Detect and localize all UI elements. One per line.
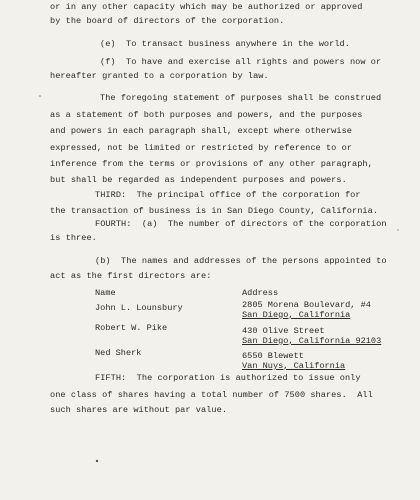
article-fifth-line-2: one class of shares having a total number of 7500 shares. All	[50, 390, 373, 400]
clause-f-line-2: hereafter granted to a corporation by law.	[50, 71, 269, 81]
article-fifth-line-1: FIFTH: The corporation is authorized to issue only	[95, 373, 361, 383]
clause-b-line-2: act as the first directors are:	[50, 271, 212, 281]
paragraph-line: and powers in each paragraph shall, except where otherwise	[50, 126, 353, 136]
director-address-line-1: 2805 Morena Boulevard, #4	[242, 300, 371, 310]
director-address-line-1: 430 Olive Street	[242, 326, 325, 336]
paragraph-line: but shall be regarded as independent purposes and powers.	[50, 175, 347, 185]
article-third-line-1: THIRD: The principal office of the corporation for	[95, 190, 361, 200]
director-name: John L. Lounsbury	[95, 303, 183, 313]
directors-header-name: Name	[95, 288, 116, 298]
article-fourth-line-1: FOURTH: (a) The number of directors of the corporation	[95, 219, 387, 229]
text-line: by the board of directors of the corporation.	[50, 16, 285, 26]
director-address-line-1: 6550 Blewett	[242, 351, 304, 361]
director-address-line-2: San Diego, California	[242, 310, 351, 320]
director-name: Ned Sherk	[95, 348, 142, 358]
directors-header-address: Address	[242, 288, 279, 298]
article-fourth-line-2: is three.	[50, 233, 97, 243]
director-address-line-2: San Diego, California 92103	[242, 336, 382, 346]
director-address-line-2: Van Nuys, California	[242, 361, 346, 371]
clause-f-line-1: (f) To have and exercise all rights and powers now or	[100, 57, 382, 67]
paragraph-line: The foregoing statement of purposes shall be construed	[100, 93, 382, 103]
article-third-line-2: the transaction of business is in San Diego County, California.	[50, 206, 379, 216]
clause-b-line-1: (b) The names and addresses of the persons appointed to	[95, 256, 387, 266]
paragraph-line: inference from the terms or provisions of any other paragraph,	[50, 159, 373, 169]
article-fifth-line-3: such shares are without par value.	[50, 405, 228, 415]
clause-e: (e) To transact business anywhere in the world.	[100, 39, 350, 49]
text-line: or in any other capacity which may be authorized or approved	[50, 2, 363, 12]
director-name: Robert W. Pike	[95, 323, 168, 333]
paragraph-line: as a statement of both purposes and powers, and the purposes	[50, 110, 363, 120]
paragraph-line: expressed, not be limited or restricted by reference to or	[50, 143, 353, 153]
